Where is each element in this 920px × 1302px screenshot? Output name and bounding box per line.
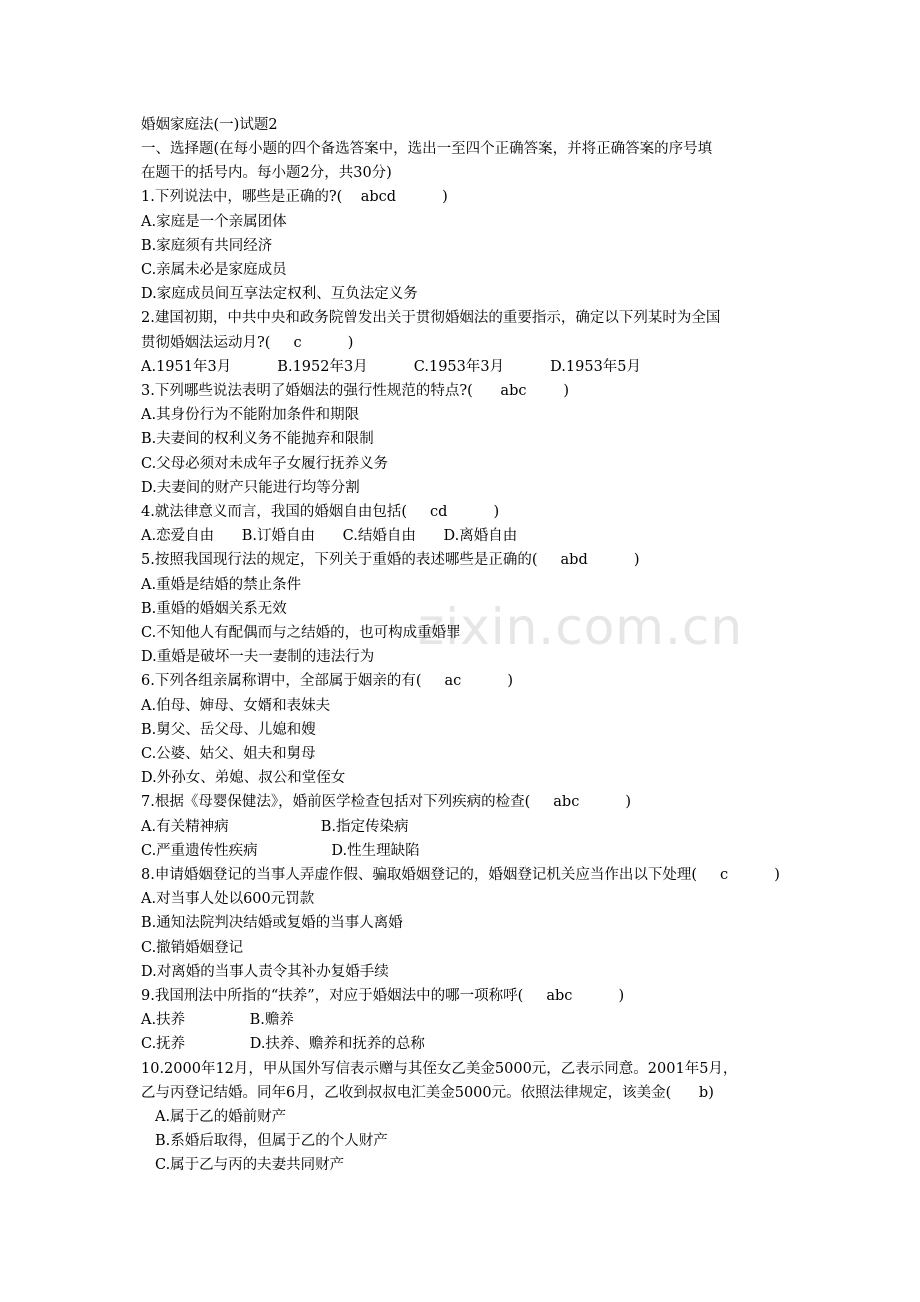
text-line: A.1951年3月 B.1952年3月 C.1953年3月 D.1953年5月: [141, 358, 642, 375]
text-line: C.撤销婚姻登记: [141, 939, 244, 956]
text-line: 在题干的括号内。每小题2分，共30分): [141, 165, 392, 182]
text-line: B.家庭须有共同经济: [141, 237, 273, 254]
text-line: A.扶养 B.赡养: [141, 1012, 294, 1029]
text-line: 7.根据《母婴保健法》，婚前医学检查包括对下列疾病的检查( abc ): [141, 794, 632, 811]
document-title: 婚姻家庭法(一)试题2: [141, 117, 278, 133]
text-line: A.恋爱自由 B.订婚自由 C.结婚自由 D.离婚自由: [141, 528, 518, 545]
text-line: D.重婚是破坏一夫一妻制的违法行为: [141, 649, 375, 666]
text-line: D.夫妻间的财产只能进行均等分割: [141, 479, 360, 496]
text-line: A.对当事人处以600元罚款: [141, 891, 315, 908]
text-line: 8.申请婚姻登记的当事人弄虚作假、骗取婚姻登记的，婚姻登记机关应当作出以下处理( c ): [141, 867, 780, 883]
text-line: B.夫妻间的权利义务不能抛弃和限制: [141, 431, 374, 448]
text-line: A.家庭是一个亲属团体: [141, 213, 287, 230]
text-line: D.对离婚的当事人责令其补办复婚手续: [141, 963, 389, 980]
answer-option-line: C.属于乙与丙的夫妻共同财产: [155, 1157, 345, 1174]
answer-option-line: B.系婚后取得，但属于乙的个人财产: [155, 1133, 388, 1150]
text-line: B.舅父、岳父母、儿媳和嫂: [141, 721, 316, 738]
text-line: 4.就法律意义而言，我国的婚姻自由包括( cd ): [141, 504, 500, 520]
text-line: 5.按照我国现行法的规定，下列关于重婚的表述哪些是正确的( abd ): [141, 552, 640, 569]
text-line: B.重婚的婚姻关系无效: [141, 600, 287, 617]
text-line: A.伯母、婶母、女婿和表妹夫: [141, 697, 331, 714]
text-line: 一、选择题(在每小题的四个备选答案中，选出一至四个正确答案，并将正确答案的序号填: [141, 141, 713, 157]
text-line: C.严重遗传性疾病 D.性生理缺陷: [141, 842, 420, 859]
text-line: B.通知法院判决结婚或复婚的当事人离婚: [141, 915, 403, 932]
text-line: D.家庭成员间互享法定权利、互负法定义务: [141, 286, 418, 303]
text-line: C.亲属未必是家庭成员: [141, 262, 287, 278]
text-line: 10.2000年12月，甲从国外写信表示赠与其侄女乙美金5000元，乙表示同意。2001年5月，: [141, 1060, 738, 1077]
text-line: C.父母必须对未成年子女履行抚养义务: [141, 455, 389, 472]
text-line: 9.我国刑法中所指的“扶养”，对应于婚姻法中的哪一项称呼( abc ): [141, 988, 625, 1004]
text-line: 1.下列说法中，哪些是正确的?( abcd ): [141, 189, 448, 206]
text-line: 乙与丙登记结婚。同年6月，乙收到叔叔电汇美金5000元。依照法律规定，该美金( b): [141, 1084, 714, 1101]
text-line: C.公婆、姑父、姐夫和舅母: [141, 746, 316, 762]
text-line: C.不知他人有配偶而与之结婚的，也可构成重婚罪: [141, 625, 461, 641]
text-line: 贯彻婚姻法运动月?( c ): [141, 334, 354, 351]
answer-option-line: A.属于乙的婚前财产: [155, 1109, 287, 1125]
text-line: 2.建国初期，中共中央和政务院曾发出关于贯彻婚姻法的重要指示，确定以下列某时为全国: [141, 310, 721, 327]
text-line: 3.下列哪些说法表明了婚姻法的强行性规范的特点?( abc ): [141, 383, 569, 399]
text-line: A.有关精神病 B.指定传染病: [141, 818, 409, 835]
text-line: A.其身份行为不能附加条件和期限: [141, 407, 360, 424]
text-line: A.重婚是结婚的禁止条件: [141, 576, 302, 593]
watermark-logo: zixin.com.cn: [418, 598, 744, 656]
text-line: D.外孙女、弟媳、叔公和堂侄女: [141, 770, 346, 787]
text-line: C.抚养 D.扶养、赡养和抚养的总称: [141, 1036, 425, 1053]
text-line: 6.下列各组亲属称谓中，全部属于姻亲的有( ac ): [141, 673, 514, 690]
